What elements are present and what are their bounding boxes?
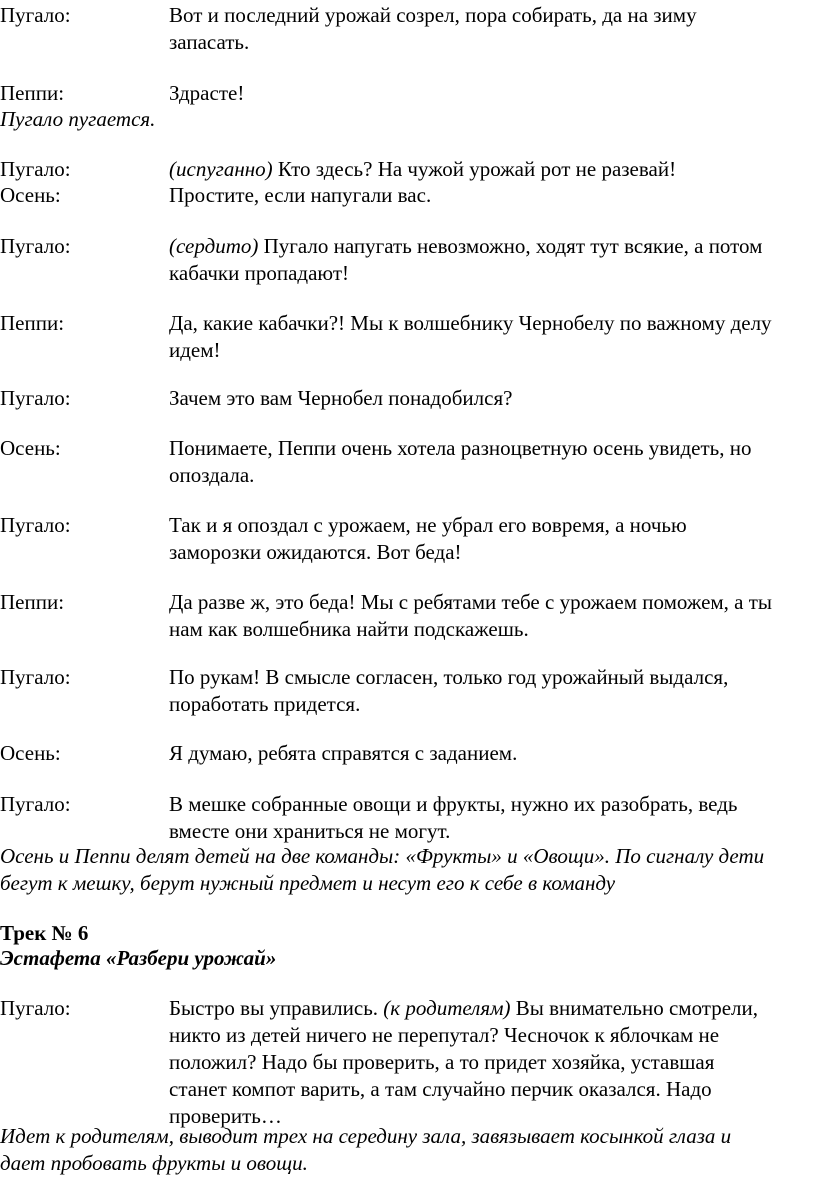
- dialogue-entry: [0, 156, 810, 183]
- speaker: Пугало:: [0, 234, 71, 258]
- dialogue-entry: [0, 233, 810, 287]
- replica: заморозки ожидаются. Вот беда!: [169, 540, 462, 564]
- dialogue-entry: [0, 385, 810, 412]
- speaker: Пугало:: [0, 157, 71, 181]
- replica: станет компот варить, а там случайно перчик оказался. Надо: [169, 1077, 712, 1101]
- replica: нам как волшебника найти подскажешь.: [169, 617, 529, 641]
- replica: Быстро вы управились.: [169, 996, 384, 1020]
- speaker: Пеппи:: [0, 590, 65, 614]
- dialogue-entry: [0, 740, 810, 767]
- replica: Да разве ж, это беда! Мы с ребятами тебе с урожаем поможем, а ты: [169, 590, 773, 614]
- replica: Вы внимательно смотрели,: [510, 996, 759, 1020]
- speaker: Осень:: [0, 436, 61, 460]
- dialogue-entry: [0, 2, 810, 56]
- stage-direction: Осень и Пеппи делят детей на две команды: «Фрукты» и «Овощи». По сигналу дети бегут к мешку, берут нужный предмет и несут его к себе в команду: [0, 844, 765, 895]
- stage-direction: Пугало пугается.: [0, 107, 156, 131]
- dialogue-entry: [0, 435, 810, 489]
- speaker: Пугало:: [0, 513, 71, 537]
- dialogue-entry: [0, 182, 810, 209]
- replica: опоздала.: [169, 463, 255, 487]
- track-number: Трек № 6: [0, 921, 89, 945]
- replica: Зачем это вам Чернобел понадобился?: [169, 386, 513, 410]
- replica: Да, какие кабачки?! Мы к волшебнику Чернобелу по важному делу: [169, 311, 772, 335]
- speaker: Осень:: [0, 183, 61, 207]
- replica: Вот и последний урожай созрел, пора собирать, да на зиму: [169, 3, 697, 27]
- stage-direction: Идет к родителям, выводит трех на середину зала, завязывает косынкой глаза и дает пробовать фрукты и овощи.: [0, 1124, 732, 1175]
- speaker: Пеппи:: [0, 81, 65, 105]
- replica: Здрасте!: [169, 81, 245, 105]
- speaker: Пугало:: [0, 665, 71, 689]
- replica: идем!: [169, 338, 221, 362]
- dialogue-entry: [0, 512, 810, 566]
- replica: Пугало напугать невозможно, ходят тут всякие, а потом: [258, 234, 763, 258]
- dialogue-entry: [0, 80, 810, 107]
- speaker: Пугало:: [0, 996, 71, 1020]
- replica: Простите, если напугали вас.: [169, 183, 432, 207]
- replica: Я думаю, ребята справятся с заданием.: [169, 741, 518, 765]
- replica: проверить…: [169, 1104, 282, 1128]
- replica: положил? Надо бы проверить, а то придет хозяйка, уставшая: [169, 1050, 715, 1074]
- replica: Кто здесь? На чужой урожай рот не разевай!: [272, 157, 677, 181]
- remark: (сердито): [169, 234, 259, 258]
- replica: никто из детей ничего не перепутал? Чесночок к яблочкам не: [169, 1023, 720, 1047]
- replica: запасать.: [169, 30, 250, 54]
- replica: В мешке собранные овощи и фрукты, нужно их разобрать, ведь: [169, 792, 738, 816]
- speaker: Пеппи:: [0, 311, 65, 335]
- replica: вместе они храниться не могут.: [169, 819, 451, 843]
- dialogue-entry: [0, 589, 810, 643]
- dialogue-entry: [0, 791, 810, 845]
- track-title: Эстафета «Разбери урожай»: [0, 946, 277, 970]
- speaker: Пугало:: [0, 792, 71, 816]
- dialogue-entry: [0, 664, 810, 718]
- remark: (к родителям): [383, 996, 511, 1020]
- replica: кабачки пропадают!: [169, 261, 350, 285]
- replica: Понимаете, Пеппи очень хотела разноцветную осень увидеть, но: [169, 436, 752, 460]
- speaker: Осень:: [0, 741, 61, 765]
- speaker: Пугало:: [0, 386, 71, 410]
- replica: Так и я опоздал с урожаем, не убрал его вовремя, а ночью: [169, 513, 687, 537]
- replica: поработать придется.: [169, 692, 361, 716]
- speaker: Пугало:: [0, 3, 71, 27]
- dialogue-entry: [0, 995, 810, 1130]
- dialogue-entry: [0, 310, 810, 364]
- remark: (испуганно): [169, 157, 273, 181]
- replica: По рукам! В смысле согласен, только год урожайный выдался,: [169, 665, 729, 689]
